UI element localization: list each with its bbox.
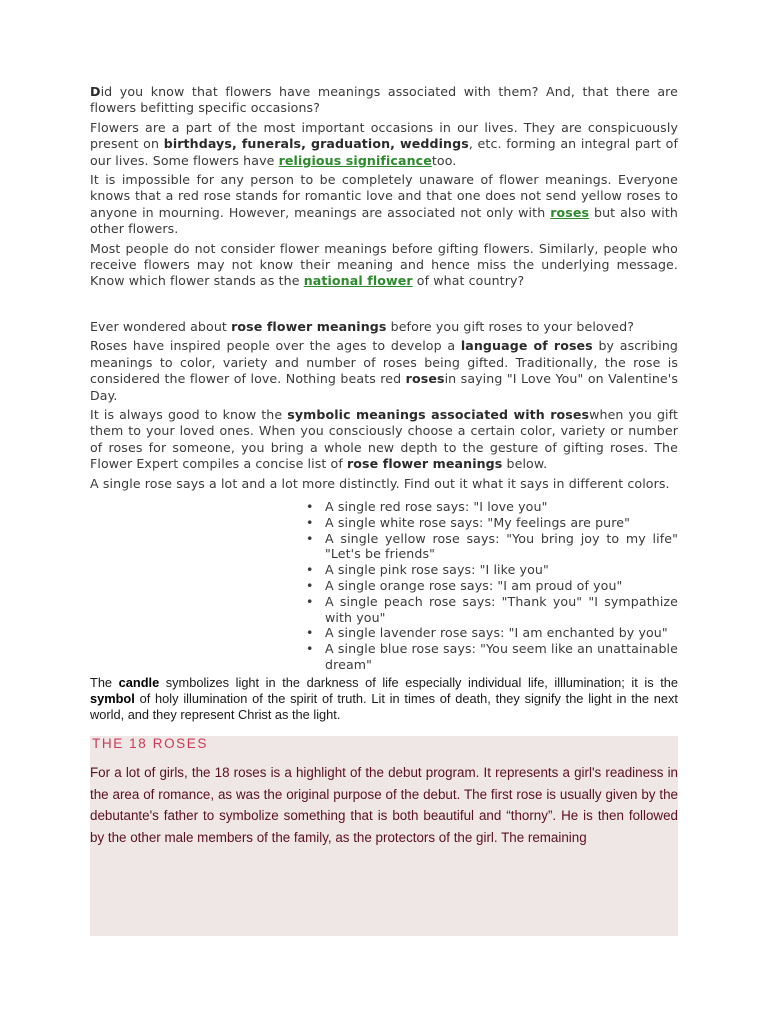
spacer <box>90 293 678 319</box>
list-item: • A single yellow rose says: "You bring joy to my life" "Let's be friends" <box>306 530 678 562</box>
rose-meanings-intro: Ever wondered about rose flower meanings before you gift roses to your beloved? <box>90 318 634 334</box>
roses-bold: roses <box>405 371 445 387</box>
rose-flower-meanings-bold: rose flower meanings <box>231 318 387 334</box>
rose-flower-meanings-bold-2: rose flower meanings <box>346 456 503 472</box>
bullet-icon: • <box>306 530 314 546</box>
section-heading: THE 18 ROSES <box>92 735 208 751</box>
bullet-icon: • <box>306 577 314 593</box>
national-flower-paragraph: Most people do not consider flower meanings before gifting flowers. Similarly, people who receive flowers may not know their meaning and hence miss the underlying message. Know which flower stands as the national flower of what country? <box>90 240 678 289</box>
bullet-icon: • <box>306 514 314 530</box>
language-of-roses-paragraph: Roses have inspired people over the ages to develop a language of roses by ascribing meanings to color, variety and number of roses being gifted. Traditionally, the rose is considered the flower of love. Nothing beats red rosesin saying "I Love You" on Valentine's Day. <box>90 338 679 403</box>
bullet-icon: • <box>306 593 314 609</box>
bullet-icon: • <box>306 625 314 641</box>
eighteen-roses-section <box>90 736 678 936</box>
list-item: • A single red rose says: "I love you" <box>306 498 548 514</box>
single-rose-paragraph: A single rose says a lot and a lot more distinctly. Find out it what it says in different colors. <box>90 475 670 491</box>
list-item: • A single peach rose says: "Thank you" "I sympathize with you" <box>306 593 678 625</box>
bullet-icon: • <box>306 498 314 514</box>
list-item: • A single pink rose says: "I like you" <box>306 562 549 578</box>
list-item: • A single lavender rose says: "I am enchanted by you" <box>306 625 668 641</box>
rose-meanings-list <box>90 499 678 673</box>
drop-letter: D <box>90 84 101 99</box>
religious-significance-link[interactable]: religious significance <box>278 152 432 168</box>
candle-paragraph: The candle symbolizes light in the darkness of life especially individual life, illlumination; it is the symbol of holy illumination of the spirit of truth. Lit in times of death, they signify the light in the next world, and they represent Christ as the light. <box>90 674 679 722</box>
symbolic-meanings-paragraph: It is always good to know the symbolic meanings associated with roseswhen you gift them to your loved ones. When you consciously choose a certain color, variety or number of roses for someone, you bring a whole new depth to the gesture of gifting roses. The Flower Expert compiles a concise list of rose flower meanings below. <box>90 406 678 472</box>
list-item: • A single blue rose says: "You seem like an unattainable dream" <box>306 641 678 672</box>
occasions-bold: birthdays, funerals, graduation, weddings <box>163 136 469 152</box>
symbolic-meanings-bold: symbolic meanings associated with roses <box>287 406 590 422</box>
awareness-paragraph: It is impossible for any person to be completely unaware of flower meanings. Everyone knows that a red rose stands for romantic love and that one does not send yellow roses to anyone in mourning. However, meanings are associated not only with roses but also with other flowers. <box>90 172 678 237</box>
bullet-icon: • <box>306 641 314 657</box>
candle-bold: candle <box>118 674 160 690</box>
symbol-bold: symbol <box>90 690 135 706</box>
national-flower-link[interactable]: national flower <box>303 273 413 289</box>
section-text: For a lot of girls, the 18 roses is a highlight of the debut program. It represents a girl's readiness in the area of romance, as was the original purpose of the debut. The first rose is usually given by the debutante's father to symbolize something that is both beautiful and “thorny”. He is then followed by the other male members of the family, as the protectors of the girl. The remaining <box>90 764 678 846</box>
list-item: • A single orange rose says: "I am proud of you" <box>306 577 623 593</box>
occasions-paragraph: Flowers are a part of the most important occasions in our lives. They are conspicuously present on birthdays, funerals, graduation, weddings, etc. forming an integral part of our lives. Some flowers have religious significancetoo. <box>90 119 679 168</box>
intro-paragraph: Did you know that flowers have meanings associated with them? And, that there are flowers befitting specific occasions? <box>90 84 678 116</box>
roses-link[interactable]: roses <box>550 204 590 220</box>
list-item: • A single white rose says: "My feelings are pure" <box>306 514 631 530</box>
bullet-icon: • <box>306 562 314 578</box>
language-of-roses-bold: language of roses <box>460 338 593 354</box>
